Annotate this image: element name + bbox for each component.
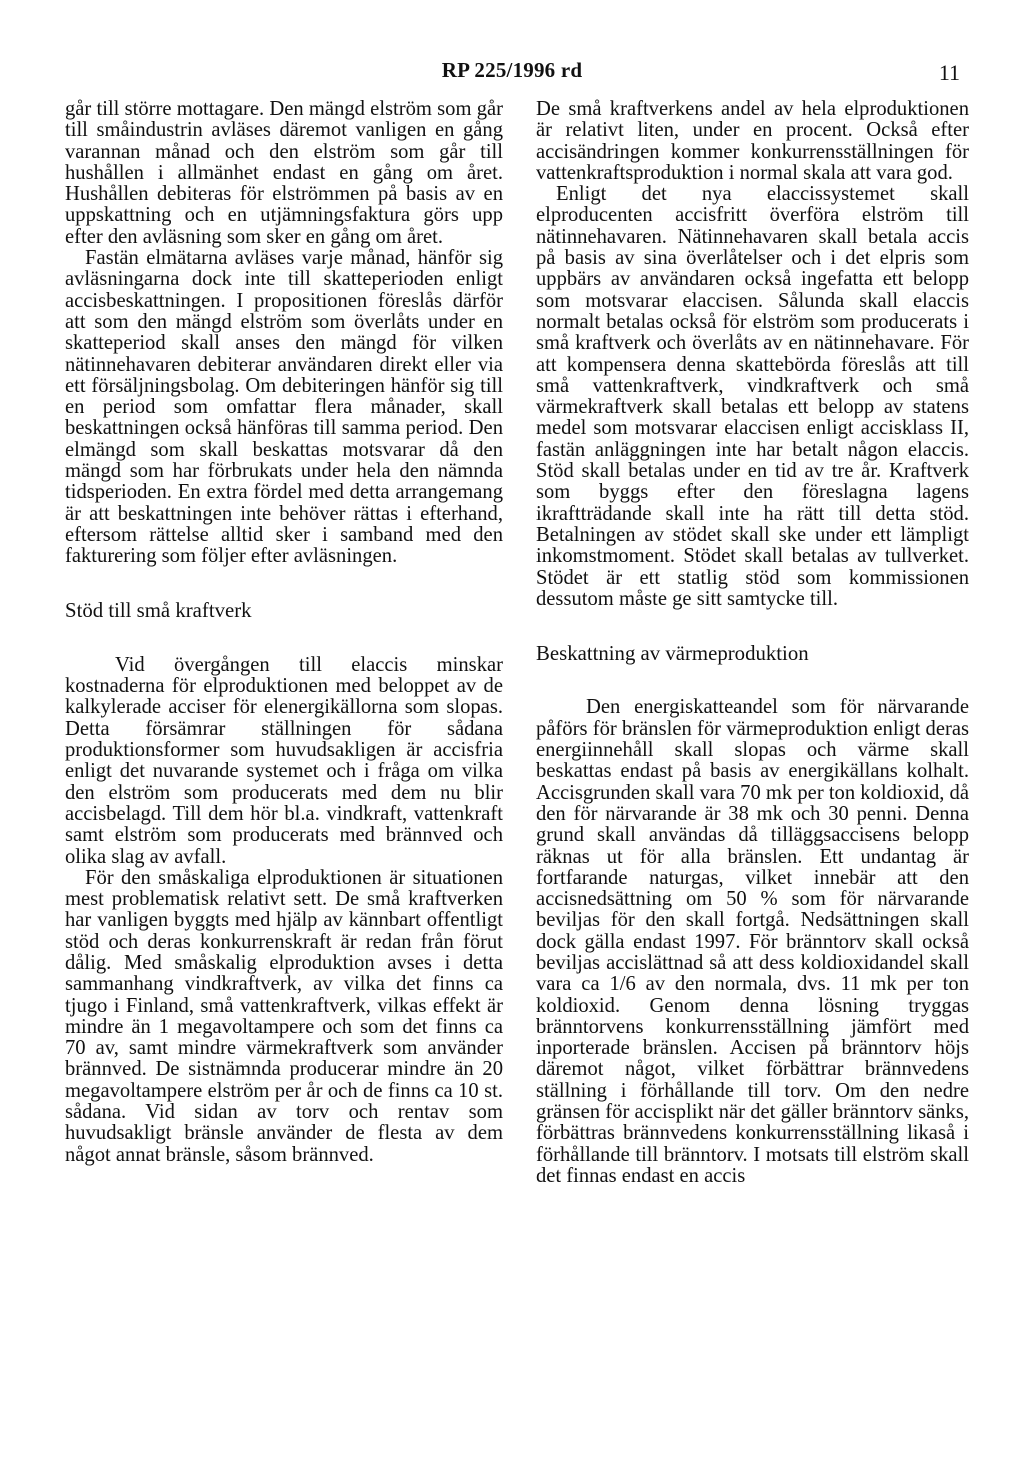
spacer: [65, 568, 503, 600]
left-column: [65, 99, 503, 1166]
page-header: [0, 58, 1024, 88]
paragraph: Enligt det nya elaccissystemet skall elproducenten accisfritt överföra elström till nätinnehavaren. Nätinnehavaren skall betala accis på basis av sina överlåtelser och i det elpris som uppbärs av användaren också ingefatta ett belopp som motsvarar elaccisen. Sålunda skall elaccis normalt betalas också för elström som producerats i små kraftverk och överlåts av en nätinnehavare. För att kompensera denna skattebörda föreslås att till små vattenkraftverk, vindkraftverk och små värmekraftverk skall betalas ett belopp av statens medel som motsvarar elaccisen enligt accisklass II, fastän anläggningen inte har betalt någon elaccis. Stöd skall betalas under en tid av tre år. Kraftverk som byggs efter den föreslagna lagens ikraftträdande skall inte ha rätt till detta stöd. Betalningen av stödet skall ske under ett lämpligt inkomstmoment. Stödet skall betalas av tullverket. Stödet är ett statlig stöd som kommissionen dessutom måste ge sitt samtycke till.: [536, 183, 969, 610]
section-heading: Stöd till små kraftverk: [65, 598, 252, 622]
page-number: 11: [938, 60, 960, 85]
document-id: RP 225/1996 rd: [441, 58, 583, 82]
paragraph: Den energiskatteandel som för närvarande påförs för bränslen för värmeproduktion enligt deras energiinnehåll skall slopas och värme skall beskattas endast på basis av energikällans kolhalt. Accisgrunden skall vara 70 mk per ton koldioxid, då den för närvarande är 38 mk och 30 penni. Denna grund skall användas då tilläggsaccisens belopp räknas ut för alla bränslen. Ett undantag är fortfarande naturgas, vilket innebär att den accisnedsättning om 50 % som för närvarande beviljas för den skall fortgå. Nedsättningen skall dock gälla endast 1997. För bränntorv skall också beviljas accislättnad så att dess koldioxidandel skall vara ca 1/6 av den normala, dvs. 11 mk per ton koldioxid. Genom denna lösning tryggas bränntorvens konkurrensställning jämfört med inporterade bränslen. Accisen på bränntorv höjs däremot något, vilket förbättrar brännvedens ställning i förhållande till torv. Om den nedre gränsen för accisplikt när det gäller bränntorv sänks, förbättras brännvedens konkurrensställning likaså i förhållande till bränntorv. I motsats till elström skall det finnas endast en accis: [536, 696, 969, 1187]
spacer: [536, 610, 969, 643]
section-heading: Beskattning av värmeproduktion: [536, 642, 809, 666]
paragraph: Vid övergången till elaccis minskar kostnaderna för elproduktionen med beloppet av de kalkylerade acciser för elenergikällorna som slopas. Detta försämrar ställningen för sådana produktionsformer som huvudsakligen är accisfria enligt det nuvarande systemet och i fråga om vilka den elström som producerats med dem nu blir accisbelagd. Till dem hör bl.a. vindkraft, vattenkraft samt elström som producerats med brännved och olika slag av avfall.: [65, 653, 503, 868]
paragraph: Fastän elmätarna avläses varje månad, hänför sig avläsningarna dock inte till skatteperioden enligt accisbeskattningen. I propositionen föreslås därför att som den mängd elström som överlåts under en skatteperiod skall anses den mängd för vilken nätinnehavaren debiterar användaren direkt eller via ett försäljningsbolag. Om debiteringen hänför sig till en period som omfattar flera månader, skall beskattningen också hänföras till samma period. Den elmängd som skall beskattas motsvarar då den mängd som har förbrukats under hela den nämnda tidsperioden. En extra fördel med detta arrangemang är att beskattningen inte behöver rättas i efterhand, eftersom rättelse alltid sker i samband med den fakturering som följer efter avläsningen.: [65, 247, 503, 568]
spacer: [536, 664, 969, 697]
paragraph: För den småskaliga elproduktionen är situationen mest problematisk relativt sett. De små kraftverken har vanligen byggts med hjälp av kännbart offentligt stöd och deras konkurrenskraft är redan från förut dålig. Med småskalig elproduktion avses i detta sammanhang vindkraftverk, av vilka det finns ca tjugo i Finland, små vattenkraftverk, vilkas effekt är mindre än 1 megavoltampere och som det finns ca 70 av, samt mindre värmekraftverk som använder brännved. De sistnämnda producerar mindre än 20 megavoltampere elström per år och de finns ca 10 st. sådana. Vid sidan av torv och rentav som huvudsakligt bränsle använder de flesta av dem något annat bränsle, såsom brännved.: [65, 866, 503, 1166]
paragraph: går till större mottagare. Den mängd elström som går till småindustrin avläses däremot vanligen en gång varannan månad och den elström som går till hushållen i allmänhet endast en gång om året. Hushållen debiteras för elströmmen på basis av en uppskattning och en utjämningsfaktura görs upp efter den avläsning som sker en gång om året.: [65, 98, 503, 248]
spacer: [65, 621, 503, 655]
right-column: [536, 99, 969, 1187]
paragraph: De små kraftverkens andel av hela elproduktionen är relativt liten, under en procent. Också efter accisändringen kommer konkurrensställningen för vattenkraftsproduktion i normal skala att vara god.: [536, 98, 969, 184]
